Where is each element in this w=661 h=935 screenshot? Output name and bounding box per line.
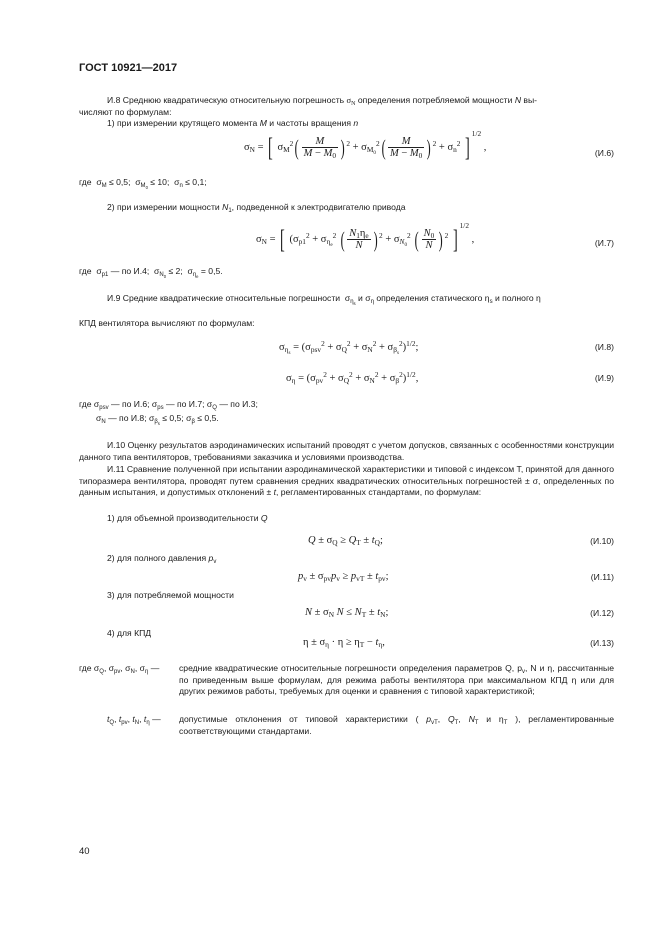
section-i8-item2: 2) при измерении мощности $N_1$, подведенной к электродвигателю привода — [107, 202, 406, 214]
section-i11-item1: 1) для объемной производительности Q — [107, 513, 268, 523]
equation-i9-number: (И.9) — [594, 373, 614, 383]
section-i11-item3: 3) для потребляемой мощности — [107, 590, 234, 600]
equation-i13-number: (И.13) — [590, 638, 614, 648]
section-i10: И.10 Оценку результатов аэродинамических испытаний проводят с учетом допусков, связанных с особенностями конструкции данного типа вентиляторов, требованиями заказчика и условиями производства. — [79, 440, 614, 462]
legend-definition-2: допустимые отклонения от типовой характеристики ( $p_{vT}$, $Q_T$, $N_T$ и $\eta_T$ ), регламентированные соответствующими стандартами. — [179, 714, 615, 736]
equation-i6-number: (И.6) — [594, 148, 614, 158]
legend-symbols-1: где $\sigma_Q$, $\sigma_{pv}$, $\sigma_N$, $\sigma_\eta$ — — [79, 663, 160, 675]
equation-i7: $\sigma_N$ = [ ($\sigma_{p1}^2 + \sigma_{\eta_e}^2$ ( $\frac{N_1\eta_e}{N}$ ) $^2 + \sigma_{N_0}^2$ ( $\frac{N_0}{N}$ ) $^2$ ] $^{1/2}$ , — [256, 221, 475, 254]
section-i11-item4: 4) для КПД — [107, 628, 152, 638]
where-i7: где $\sigma_{p1}$ — по И.4; $\sigma_{N_0} \le 2$; $\sigma_{\eta_e} = 0,5$. — [79, 266, 223, 279]
document-header: ГОСТ 10921—2017 — [79, 62, 178, 74]
equation-i13: $\eta \pm \sigma_\eta \cdot \eta \ge \eta_T - t_\eta$, — [303, 637, 385, 649]
section-i11: И.11 Сравнение полученной при испытании аэродинамической характеристики и типовой с индексом Т, принятой для данного типоразмера вентилятора, проводят путем сравнения средних квадратических относительных погрешностей ± σ, определенных по данным испытания, и допустимых отклонений ± t, регламентированных стандартами, по формулам: — [79, 464, 614, 498]
page-number: 40 — [79, 846, 90, 857]
equation-i8-number: (И.8) — [594, 342, 614, 352]
legend-symbols-2: $t_Q$, $t_{pv}$, $t_N$, $t_\eta$ — — [107, 714, 161, 726]
where-i8-i9-line1: где $\sigma_{psv}$ — по И.6; $\sigma_{ps}$ — по И.7; $\sigma_Q$ — по И.3; — [79, 399, 258, 411]
equation-i11: $p_v \pm \sigma_{pv}p_v \ge p_{vT} \pm t_{pv}$; — [298, 571, 389, 583]
equation-i11-number: (И.11) — [590, 572, 614, 582]
section-i9-line2: КПД вентилятора вычисляют по формулам: — [79, 318, 255, 328]
where-i8-i9-line2: $\sigma_N$ — по И.8; $\sigma_{\beta_s} \le 0,5$; $\sigma_\beta \le 0,5$. — [96, 413, 219, 426]
equation-i12-number: (И.12) — [590, 608, 614, 618]
section-i8-line1: И.8 Среднюю квадратическую относительную погрешность $\sigma_N$ определения потребляемой мощности N вы- — [107, 95, 538, 107]
equation-i10-number: (И.10) — [590, 536, 614, 546]
equation-i9: $\sigma_\eta = (\sigma_{pv}^2 + \sigma_Q^2 + \sigma_N^2 + \sigma_\beta^2)^{1/2}$, — [286, 370, 419, 385]
section-i8-line2: числяют по формулам: — [79, 107, 172, 117]
equation-i6: $\sigma_N$ = [ $\sigma_M^2$( $\frac{M}{M - M_0}$ ) $^2 + \sigma_{M_0}^2$( $\frac{M}{M - M_0}$ ) $^2 + \sigma_n^2$ ] $^{1/2}$ , — [244, 129, 487, 162]
section-i11-item2: 2) для полного давления $p_v$ — [107, 553, 217, 565]
equation-i10: $Q \pm \sigma_Q \ge Q_T \pm t_Q$; — [308, 535, 383, 547]
where-i6: где $\sigma_M \le 0,5$; $\sigma_{M_0} \le 10$; $\sigma_n \le 0,1$; — [79, 177, 207, 190]
equation-i7-number: (И.7) — [594, 238, 614, 248]
equation-i8: $\sigma_{\eta_s} = (\sigma_{psv}^2 + \sigma_Q^2 + \sigma_N^2 + \sigma_{\beta_s}^2)^{1/2}$; — [279, 339, 419, 356]
equation-i12: $N \pm \sigma_N$ $N \le N_T \pm t_N$; — [305, 607, 389, 619]
section-i9-line1: И.9 Средние квадратические относительные погрешности $\sigma_{\eta_s}$ и $\sigma_\eta$ определения статического $\eta_s$ и полного η — [107, 293, 541, 306]
legend-definition-1: средние квадратические относительные погрешности определения параметров Q, $p_v$, N и η, рассчитанные по приведенным выше формулам, для режима работы вентилятора при максимальном КПД η или для других режимов работы, требуемых для оценки и сравнения с типовой характеристикой; — [179, 663, 615, 697]
section-i8-item1: 1) при измерении крутящего момента M и частоты вращения n — [107, 118, 359, 128]
